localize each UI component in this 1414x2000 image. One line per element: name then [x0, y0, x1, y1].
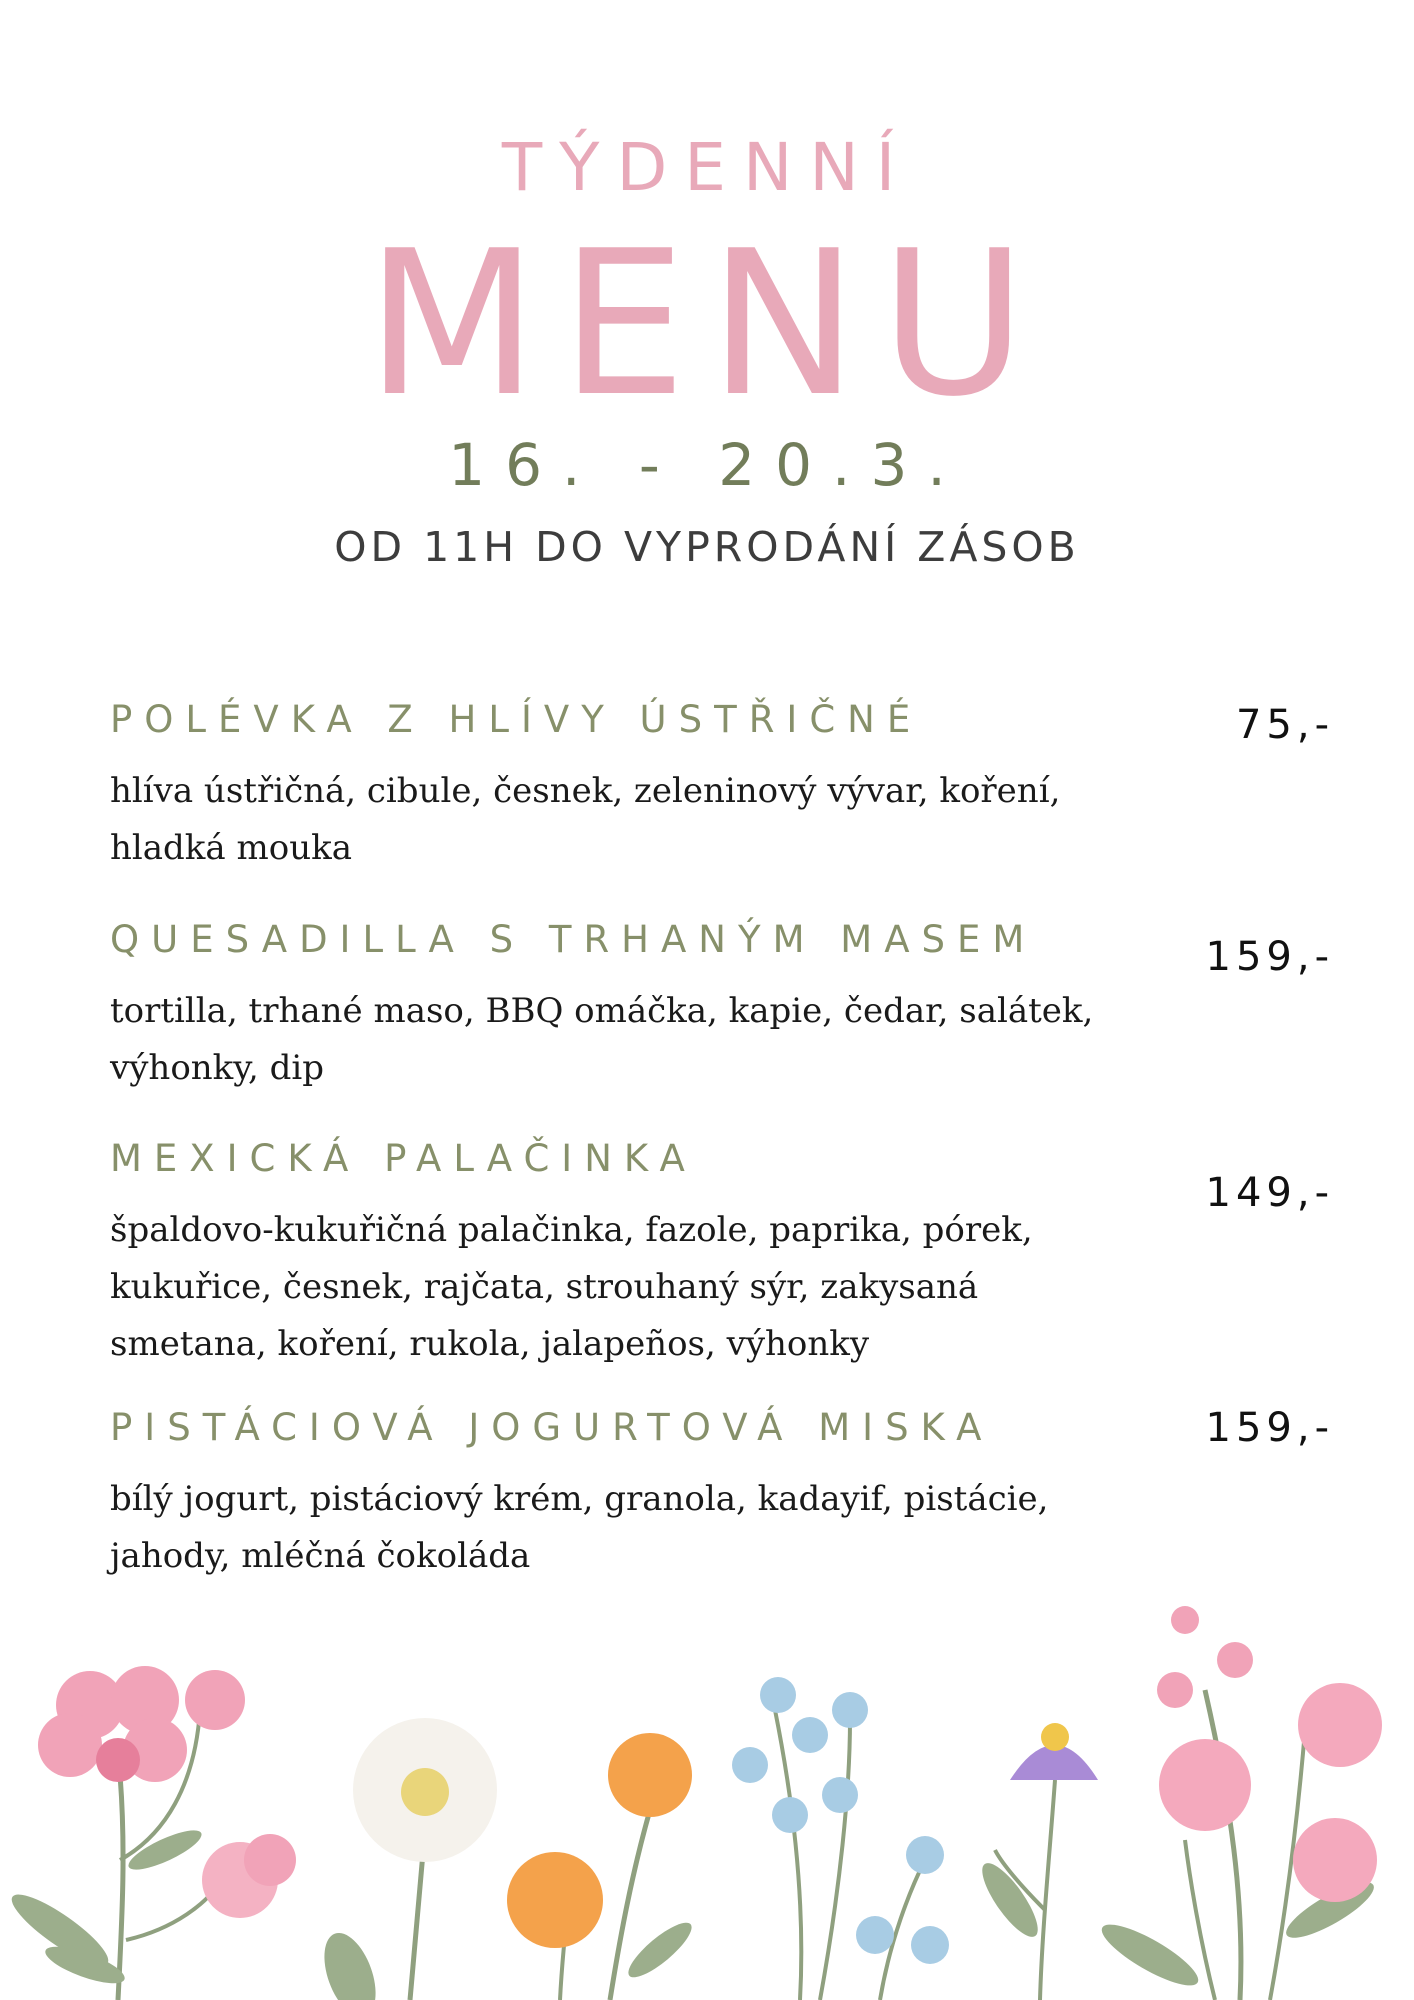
menu-item-yogurt-bowl	[110, 1403, 1130, 1585]
menu-item-price: 159,-	[1205, 934, 1334, 980]
menu-item-description: špaldovo-kukuřičná palačinka, fazole, paprika, pórek, kukuřice, česnek, rajčata, strouhaný sýr, zakysaná smetana, koření, rukola, jalapeños, výhonky	[110, 1210, 1033, 1364]
menu-item-name: POLÉVKA Z HLÍVY ÚSTŘIČNÉ	[110, 698, 923, 741]
menu-item-description: bílý jogurt, pistáciový krém, granola, kadayif, pistácie, jahody, mléčná čokoláda	[110, 1479, 1049, 1576]
floral-border-illustration	[0, 1560, 1414, 2000]
pink-flower-left-icon	[4, 1666, 296, 2000]
menu-item-soup	[110, 695, 1130, 877]
purple-flower-icon	[973, 1723, 1098, 2000]
menu-item-name: MEXICKÁ PALAČINKA	[110, 1137, 697, 1180]
orange-flower-icon	[507, 1733, 698, 2000]
menu-item-price: 75,-	[1235, 702, 1334, 748]
menu-item-name: PISTÁCIOVÁ JOGURTOVÁ MISKA	[110, 1406, 994, 1449]
menu-item-price: 149,-	[1205, 1170, 1334, 1216]
menu-item-description: tortilla, trhané maso, BBQ omáčka, kapie, čedar, salátek, výhonky, dip	[110, 991, 1094, 1088]
menu-item-crepe	[110, 1134, 1130, 1373]
menu-hours: OD 11H DO VYPRODÁNÍ ZÁSOB	[334, 523, 1080, 571]
menu-item-name: QUESADILLA S TRHANÝM MASEM	[110, 918, 1037, 961]
menu-item-description: hlíva ústřičná, cibule, česnek, zeleninový vývar, koření, hladká mouka	[110, 771, 1061, 868]
menu-dates: 16. - 20.3.	[448, 431, 966, 499]
menu-item-quesadilla	[110, 915, 1130, 1097]
daisy-flower-icon	[314, 1718, 497, 2000]
pink-flower-right-icon	[1095, 1606, 1382, 2000]
menu-title: MENU	[365, 208, 1049, 441]
menu-item-price: 159,-	[1205, 1405, 1334, 1451]
forget-me-not-flower-icon	[732, 1677, 949, 2000]
menu-kicker: TÝDENNÍ	[501, 129, 913, 206]
